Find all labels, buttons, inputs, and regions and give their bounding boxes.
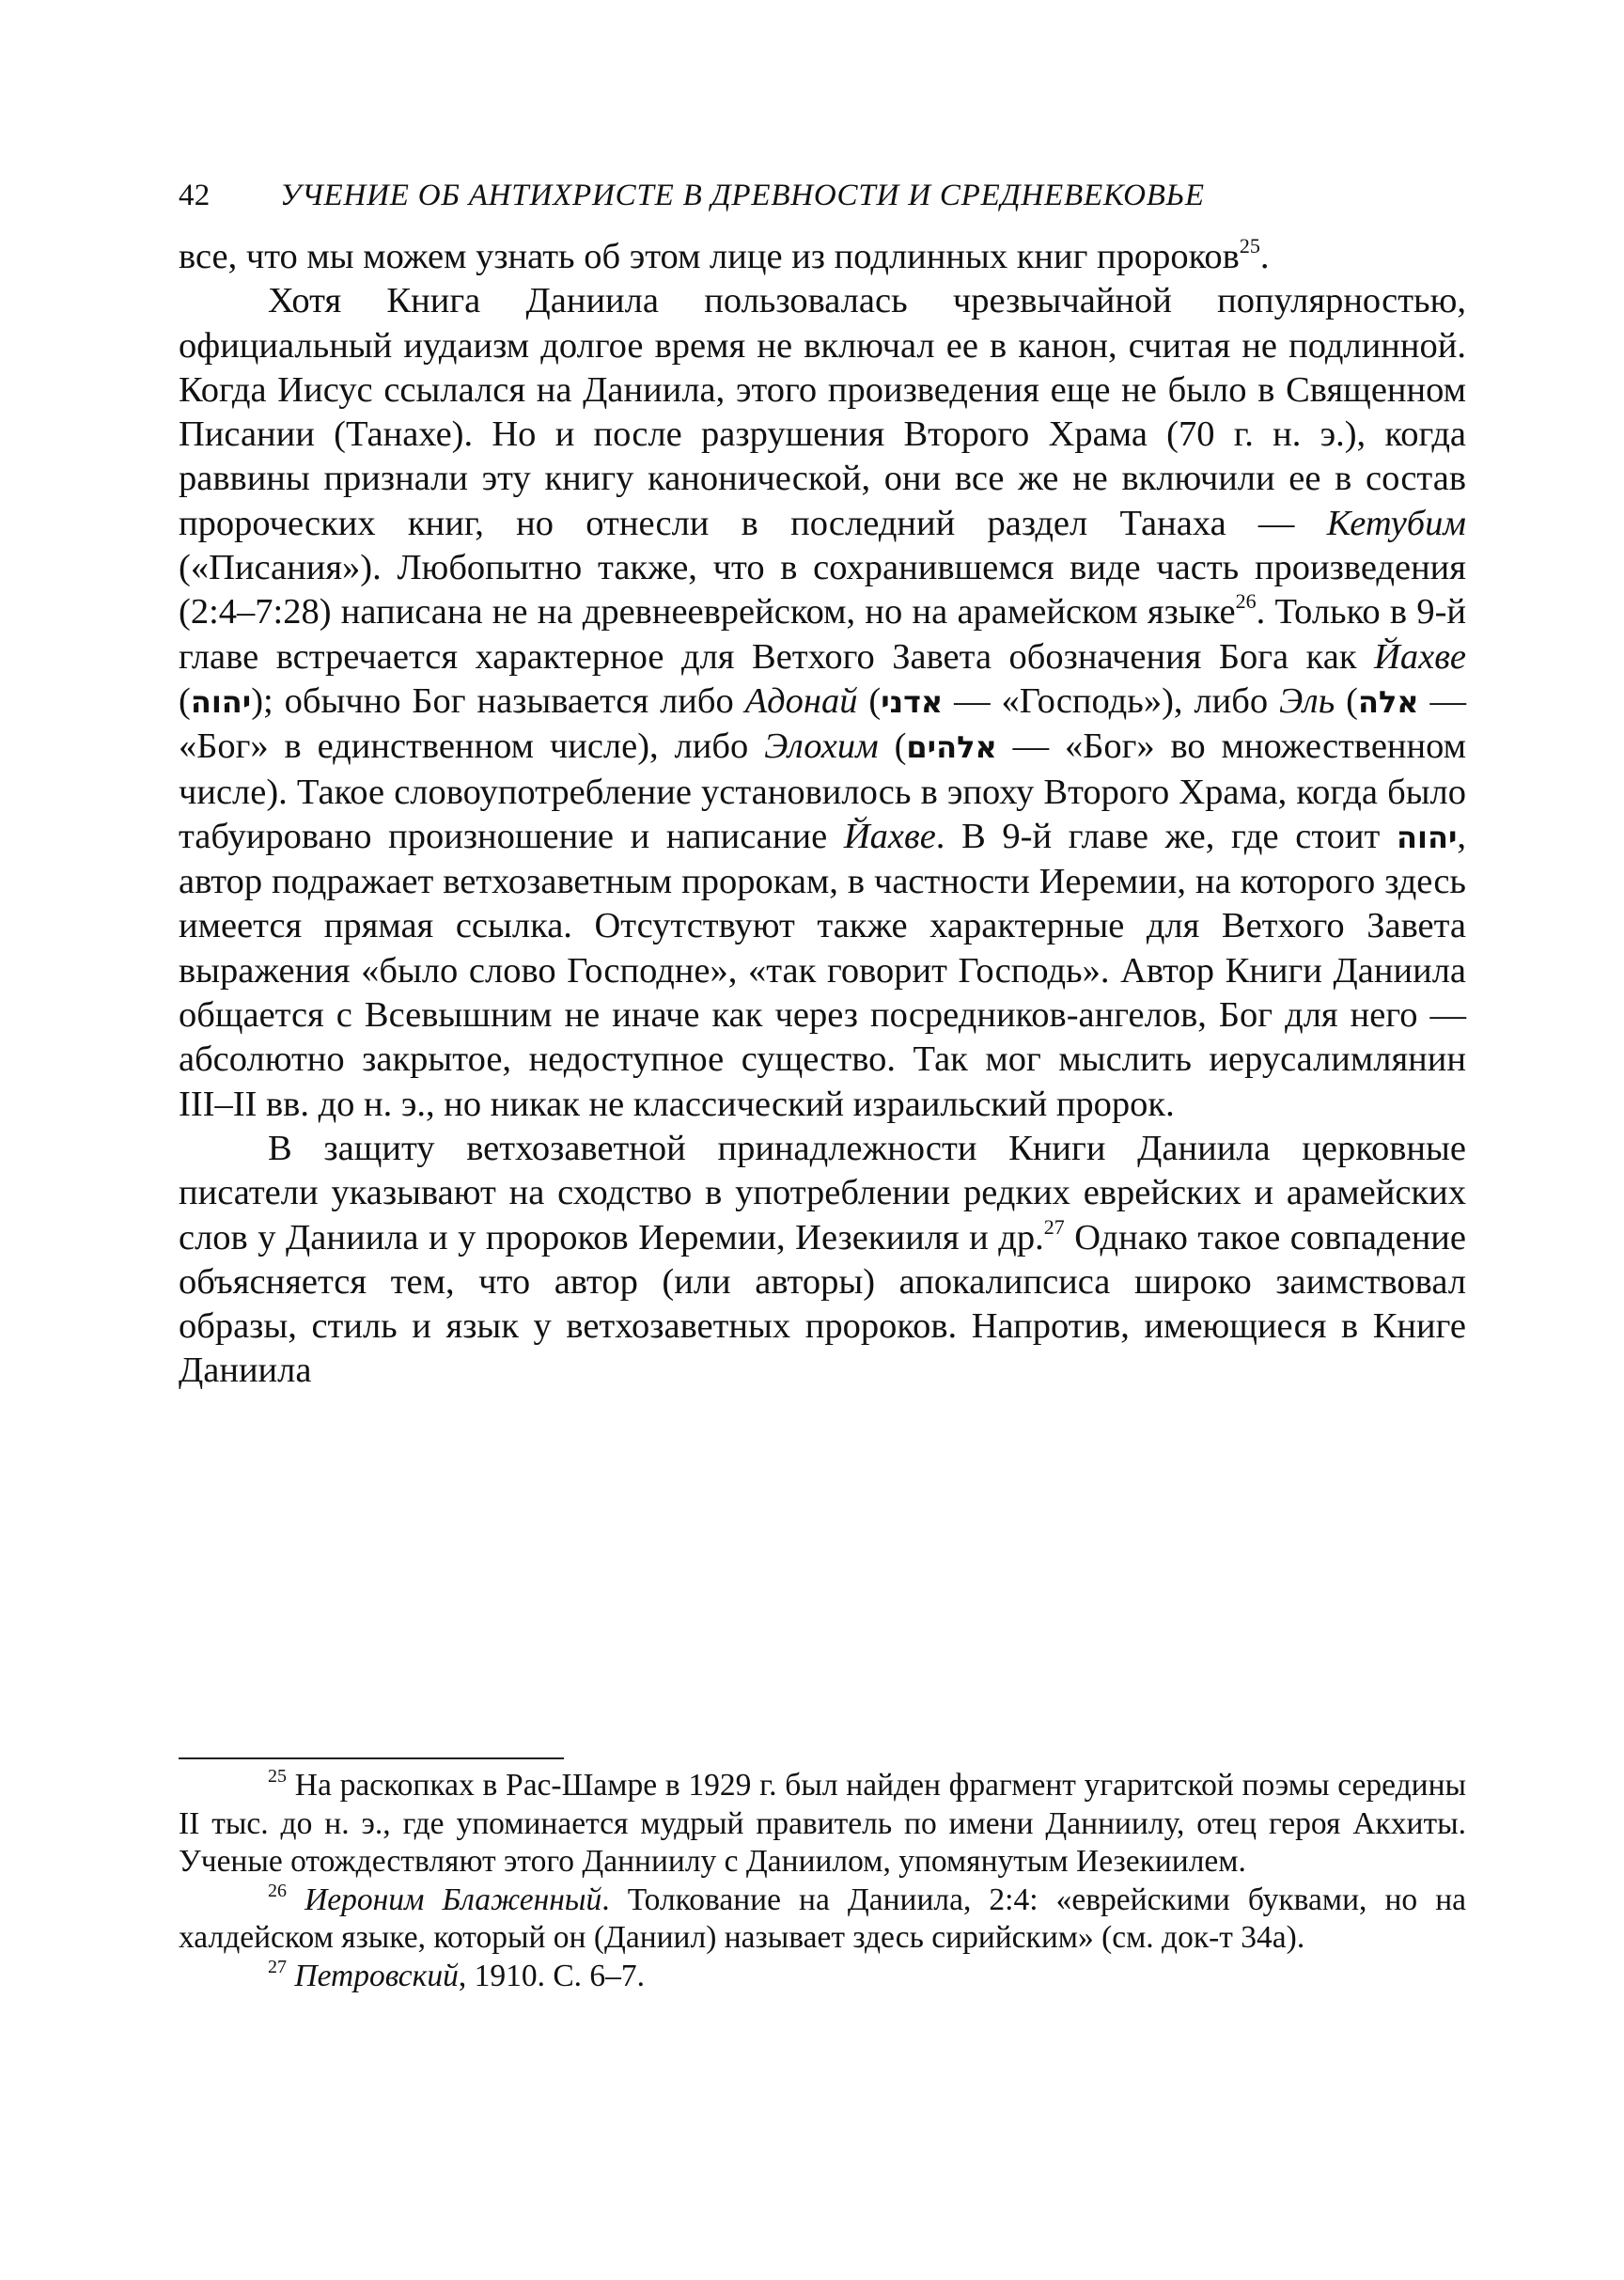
paragraph-2-text: , автор подражает ветхозаветным пророкам, в частности Иеремии, на которого здесь имеется прямая ссылка. Отсутствуют также характерные для Ветхого Завета выражения «было слово Господне», «так говорит Господь». Автор Книги Даниила общается с Всевышним не иначе как через посредников-ангелов, Бог для него — абсолютно закрытое, недоступное существо. Так мог мыслить иерусалимлянин III–II вв. до н. э., но никак не классический израильский пророк.	[179, 816, 1466, 1124]
paragraph-1-text: все, что мы можем узнать об этом лице из подлинных книг пророков	[179, 237, 1240, 276]
running-header	[179, 172, 1466, 219]
footnote-number: 25	[268, 1766, 287, 1787]
main-text	[179, 235, 1466, 1394]
term-ketubim: Кетубим	[1326, 503, 1466, 543]
footnote-26	[179, 1882, 1466, 1958]
hebrew-eloah: אלה	[1357, 683, 1419, 720]
hebrew-elohim: אלהים	[906, 729, 997, 766]
paragraph-2-text: Хотя Книга Даниила пользовалась чрезвычайной популярностью, официальный иудаизм долгое время не включал ее в канон, считая не подлинной. Когда Иисус ссылался на Даниила, этого произведения еще не было в Священном Писании (Танахе). Но и после разрушения Второго Храма (70 г. н. э.), когда раввины признали эту книгу канонической, они все же не включили ее в состав пророческих книг, но отнесли в последний раздел Танаха —	[179, 281, 1466, 543]
footnote-author: Иероним Блаженный	[304, 1882, 602, 1917]
footnote-divider	[179, 1757, 564, 1759]
hebrew-adonai: אדני	[881, 683, 944, 720]
paragraph-2-text: — «Господь»), либо	[943, 680, 1279, 721]
footnote-number: 26	[268, 1880, 287, 1901]
paragraph-2-text: . Только в 9-й главе встречается характерное для Ветхого Завета обозначения Бога как	[179, 592, 1466, 677]
term-yahve: Йахве	[843, 816, 936, 856]
paragraph-1-tail: .	[1259, 237, 1270, 276]
term-yahve: Йахве	[1374, 636, 1466, 677]
footnote-27	[179, 1958, 1466, 1996]
term-elohim: Элохим	[764, 726, 879, 767]
hebrew-yhwh: יהוה	[1397, 819, 1458, 855]
paragraph-2-text: («Писания»). Любопытно также, что в сохранившемся виде часть произведения (2:4–7:28) написана не на древнееврейском, но на арамейском языке	[179, 548, 1466, 632]
paragraph-2	[179, 279, 1466, 1127]
footnote-ref-27: 27	[1043, 1214, 1065, 1239]
paragraph-3-text: В защиту ветхозаветной принадлежности Книги Даниила церковные писатели указывают на сходство в употреблении редких еврейских и арамейских слов у Даниила и у пророков Иеремии, Иезекииля и др.	[179, 1128, 1466, 1257]
paragraph-2-text: . В 9-й главе же, где стоит	[935, 816, 1397, 856]
paragraph-2-text: — «Бог» во множественном числе). Такое словоупотребление установилось в эпоху Второго Храма, когда было табуировано произношение и написание	[179, 726, 1466, 856]
footnote-author: Петровский	[294, 1958, 459, 1993]
term-el: Эль	[1278, 680, 1335, 721]
paragraph-2-text: (	[1335, 680, 1358, 721]
footnote-text: На раскопках в Рас-Шамре в 1929 г. был найден фрагмент угаритской поэмы середины II тыс. до н. э., где упоминается мудрый правитель по имени Данниилу, отец героя Акхиты. Ученые отождествляют этого Данниилу с Даниилом, упомянутым Иезекиилем.	[179, 1768, 1466, 1879]
paragraph-2-text: (	[878, 726, 907, 767]
paragraph-2-text: — «Бог» в единственном числе), либо	[179, 680, 1466, 767]
paragraph-2-text: (	[857, 680, 882, 721]
footnote-text: , 1910. С. 6–7.	[458, 1958, 646, 1993]
footnote-ref-25: 25	[1239, 234, 1260, 258]
paragraph-1	[179, 235, 1466, 279]
footnotes	[179, 1767, 1466, 1995]
paragraph-2-text: ); обычно Бог называется либо	[251, 680, 745, 721]
hebrew-yhwh: יהוה	[190, 683, 252, 720]
footnote-number: 27	[268, 1956, 287, 1977]
page-number: 42	[179, 179, 211, 212]
footnote-25	[179, 1767, 1466, 1882]
paragraph-3-text: Однако такое совпадение объясняется тем, что автор (или авторы) апокалипсиса широко заимствовал образы, стиль и язык у ветхозаветных пророков. Напротив, имеющиеся в Книге Даниила	[179, 1217, 1466, 1391]
footnote-text: . Толкование на Даниила, 2:4: «еврейскими буквами, но на халдейском языке, который он (Даниил) называет здесь сирийским» (см. док-т 34а).	[179, 1882, 1466, 1955]
paragraph-3	[179, 1127, 1466, 1394]
footnote-ref-26: 26	[1235, 589, 1257, 614]
term-adonai: Адонай	[744, 680, 858, 721]
running-title: УЧЕНИЕ ОБ АНТИХРИСТЕ В ДРЕВНОСТИ И СРЕДНЕВЕКОВЬЕ	[280, 179, 1205, 212]
paragraph-2-text: (	[179, 680, 191, 721]
